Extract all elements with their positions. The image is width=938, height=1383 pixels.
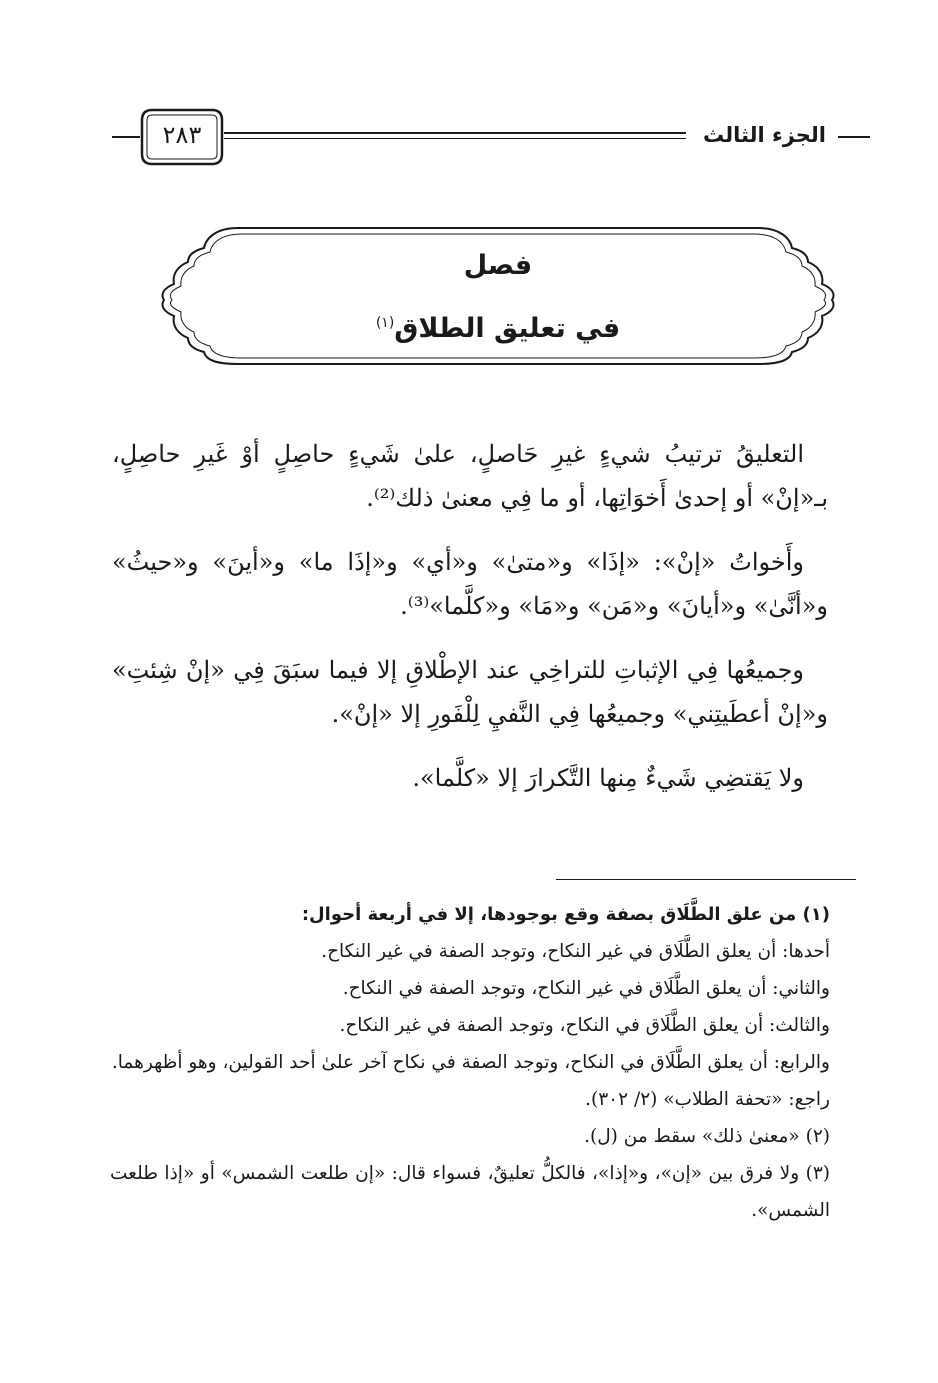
- footnote-3: (٣) ولا فرق بين «إن»، و«إذا»، فالكلُّ تعليقٌ، فسواء قال: «إن طلعت الشمس» أو «إذا طلعت الشمس».: [110, 1163, 830, 1221]
- chapter-banner-frame: [150, 216, 846, 376]
- section-title: [150, 310, 846, 348]
- footnote-1-case-4: والرابع: أن يعلق الطَّلَاق في النكاح، وتوجد الصفة في نكاح آخر علىٰ أحد القولين، وهو أظهرهما.: [111, 1052, 830, 1073]
- section-title-text: في تعليق الطلاق: [394, 313, 621, 344]
- header-dash-right: [838, 136, 870, 138]
- paragraph-sisters-of-in: وأَخواتُ «إنْ»: «إذَا» و«متىٰ» و«أي» و«إذَا ما» و«أينَ» و«حيثُ» و«أنَّىٰ» و«أيانَ» و«مَن» و«مَا» و«كلَّما»⁽³⁾.: [112, 548, 828, 620]
- header-rule: [224, 132, 686, 134]
- page-number: ٢٨٣: [162, 121, 202, 149]
- section-label: فصل: [463, 250, 533, 281]
- footnote-1-case-3: والثالث: أن يعلق الطَّلَاق في النكاح، وتوجد الصفة في غير النكاح.: [339, 1015, 830, 1036]
- header-dash-left: [112, 136, 140, 138]
- main-text: [112, 432, 828, 820]
- footnote-divider: [556, 879, 856, 880]
- paragraph-definition: التعليقُ ترتيبُ شيءٍ غيرِ حَاصلٍ، علىٰ شَيءٍ حاصِلٍ أوْ غَيرِ حاصِلٍ، بـ«إنْ» أو إحدىٰ أَخوَاتِها، أو ما فِي معنىٰ ذلك⁽²⁾.: [112, 440, 828, 512]
- footnote-ref-1: (١): [375, 315, 395, 331]
- paragraph-delay-rule: وجميعُها فِي الإثباتِ للتراخِي عند الإطْلاقِ إلا فيما سبَقَ فِي «إنْ شِئتِ» و«إنْ أعطَيتِني» وجميعُها فِي النَّفيِ لِلْفَورِ إلا «إنْ».: [112, 656, 828, 728]
- footnote-1-reference: راجع: «تحفة الطلاب» (٢/ ٣٠٢).: [585, 1089, 830, 1110]
- footnotes: [110, 896, 854, 1229]
- header-rule-thin: [224, 138, 686, 139]
- header-volume-label: الجزء الثالث: [703, 123, 826, 147]
- footnote-1-case-2: والثاني: أن يعلق الطَّلَاق في غير النكاح، وتوجد الصفة في النكاح.: [342, 978, 830, 999]
- paragraph-repetition: ولا يَقتضِي شَيءٌ مِنها التَّكرارَ إلا «كلَّما».: [412, 764, 804, 792]
- footnote-1-case-1: أحدها: أن يعلق الطَّلَاق في غير النكاح، وتوجد الصفة في غير النكاح.: [321, 941, 830, 962]
- footnote-1-heading: (١) من علق الطَّلَاق بصفة وقع بوجودها، إلا في أربعة أحوال:: [301, 904, 830, 925]
- footnote-2: (٢) «معنىٰ ذلك» سقط من (ل).: [584, 1126, 830, 1147]
